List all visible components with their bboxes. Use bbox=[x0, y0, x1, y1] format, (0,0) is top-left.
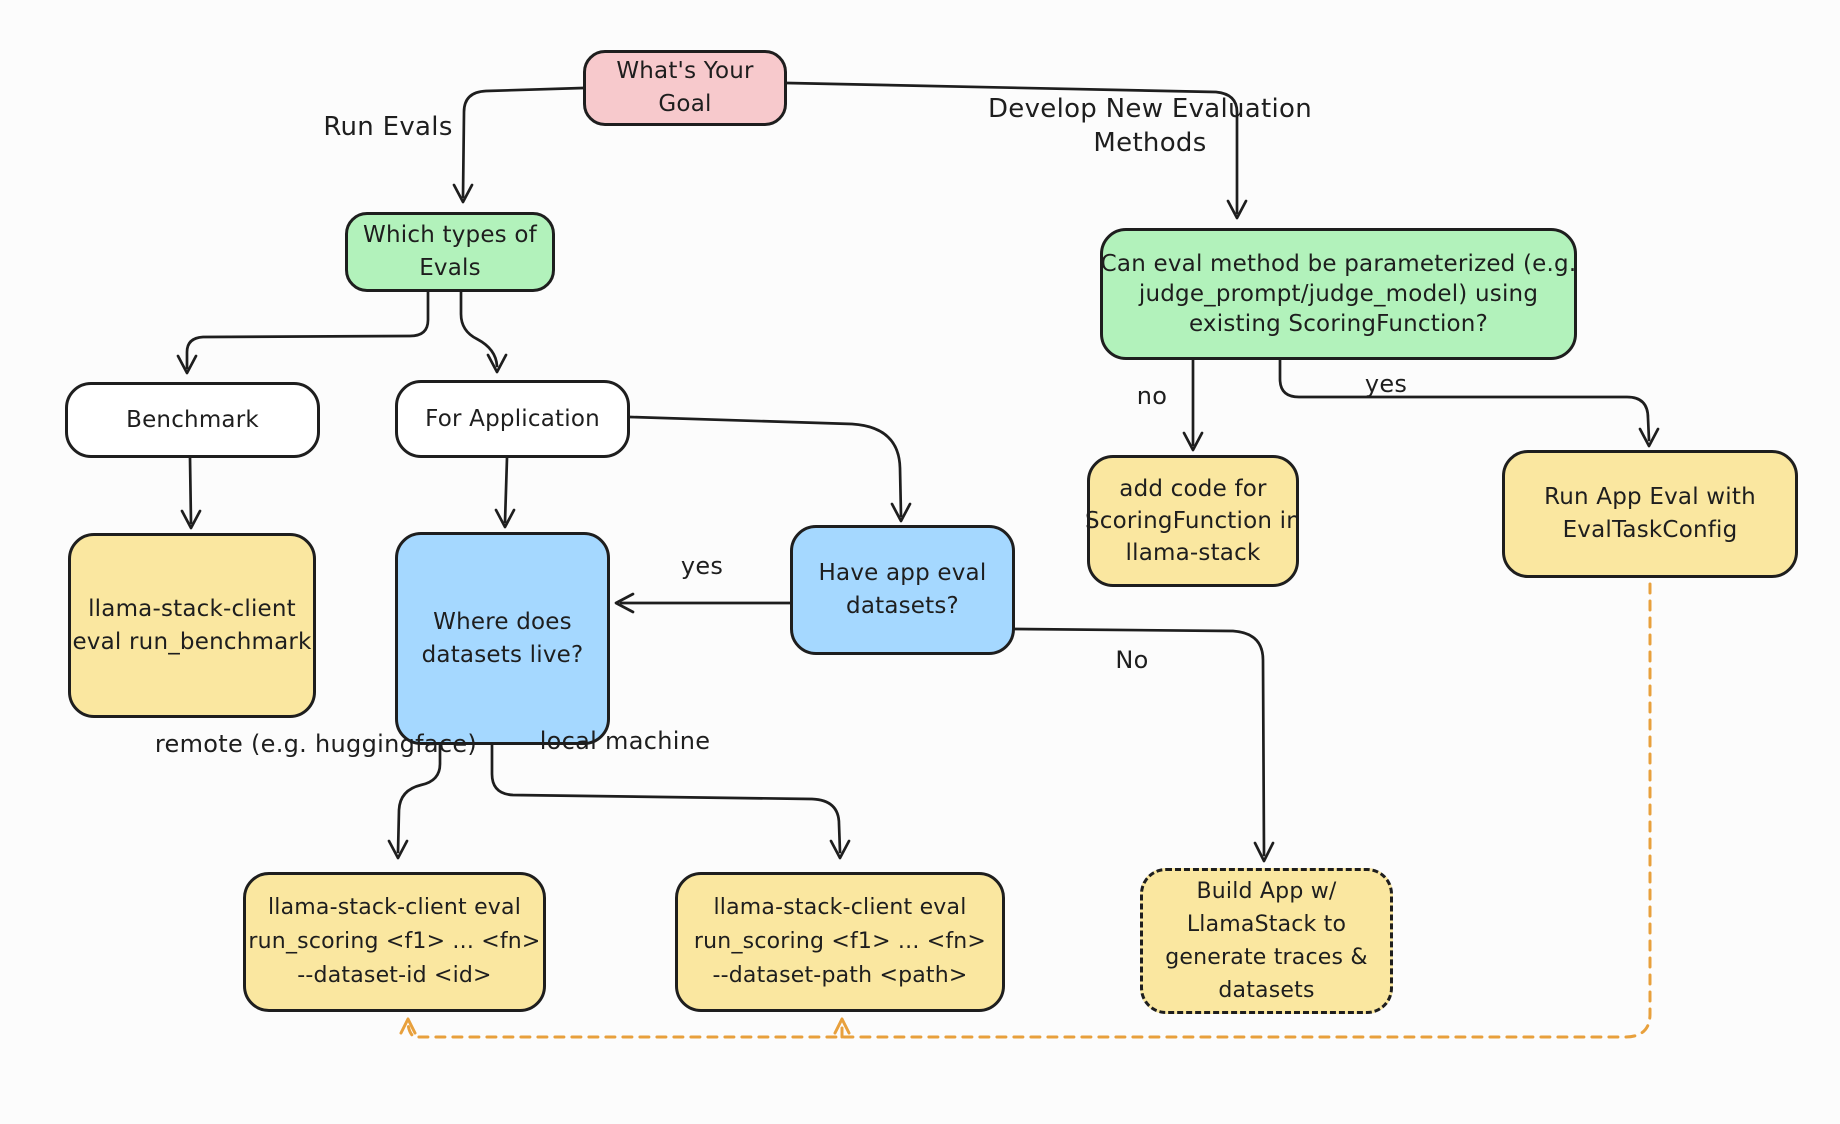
node-add-code-line3: llama-stack bbox=[1125, 540, 1261, 566]
node-can-eval bbox=[1100, 228, 1577, 360]
node-add-code bbox=[1084, 455, 1302, 587]
node-build-app bbox=[1140, 868, 1393, 1014]
edge-whichtypes-forapp bbox=[461, 292, 497, 366]
edge-forapp-havedatasets bbox=[630, 417, 901, 516]
node-goal-line2: Goal bbox=[658, 91, 712, 117]
label-local-machine: local machine bbox=[539, 727, 711, 755]
edge-forapp-wheredatasets bbox=[505, 458, 507, 522]
node-run-scoring-dataset-path bbox=[675, 872, 1005, 1012]
node-goal-line1: What's Your bbox=[616, 58, 754, 84]
edge-benchmark-runbenchmark bbox=[190, 458, 191, 523]
node-run-benchmark-line1: llama-stack-client bbox=[88, 595, 296, 622]
edge-caneval-runappeval bbox=[1280, 358, 1649, 440]
label-no: no bbox=[1136, 382, 1168, 410]
node-run-scoring-dataset-id bbox=[243, 872, 546, 1012]
label-remote: remote (e.g. huggingface) bbox=[154, 730, 478, 758]
node-add-code-line2: ScoringFunction in bbox=[1084, 508, 1302, 534]
node-build-app-line4: datasets bbox=[1218, 978, 1315, 1003]
label-yes-mid: yes bbox=[680, 552, 724, 580]
node-build-app-line2: LlamaStack to bbox=[1186, 912, 1347, 937]
label-no-big: No bbox=[1115, 646, 1149, 674]
node-run-scoring-path-line1: llama-stack-client eval bbox=[713, 895, 967, 920]
node-run-scoring-id-line2: run_scoring <f1> ... <fn> bbox=[248, 929, 541, 954]
node-have-datasets-line1: Have app eval bbox=[818, 560, 987, 586]
edge-whichtypes-benchmark bbox=[187, 292, 428, 368]
label-develop-line1: Develop New Evaluation bbox=[987, 94, 1313, 124]
edge-goal-whichtypes bbox=[463, 88, 583, 197]
node-run-benchmark-line2: eval run_benchmark bbox=[72, 628, 312, 655]
node-for-application bbox=[395, 380, 630, 458]
node-run-app-eval-line1: Run App Eval with bbox=[1544, 484, 1756, 510]
node-run-scoring-id-line3: --dataset-id <id> bbox=[297, 963, 492, 988]
node-run-app-eval-line2: EvalTaskConfig bbox=[1562, 517, 1738, 543]
node-run-scoring-path-line3: --dataset-path <path> bbox=[712, 963, 968, 988]
node-run-benchmark bbox=[68, 533, 316, 718]
node-which-types bbox=[345, 212, 555, 292]
node-run-scoring-id-line1: llama-stack-client eval bbox=[267, 895, 522, 920]
node-where-datasets-line1: Where does bbox=[433, 608, 572, 635]
node-build-app-line1: Build App w/ bbox=[1196, 879, 1337, 904]
node-build-app-line3: generate traces & bbox=[1165, 945, 1368, 970]
node-can-eval-line1: Can eval method be parameterized (e.g. bbox=[1100, 251, 1577, 277]
label-run-evals: Run Evals bbox=[323, 112, 453, 142]
node-have-datasets bbox=[790, 525, 1015, 655]
label-yes-right: yes bbox=[1364, 370, 1408, 398]
node-goal bbox=[583, 50, 787, 126]
node-where-datasets bbox=[395, 532, 610, 745]
node-benchmark bbox=[65, 382, 320, 458]
edge-wheredatasets-runscoringpath bbox=[492, 745, 840, 852]
node-benchmark-line1: Benchmark bbox=[126, 406, 259, 433]
node-can-eval-line3: existing ScoringFunction? bbox=[1188, 311, 1488, 337]
node-run-app-eval bbox=[1502, 450, 1798, 578]
node-where-datasets-line2: datasets live? bbox=[421, 641, 584, 668]
node-have-datasets-line2: datasets? bbox=[846, 593, 959, 619]
node-can-eval-line2: judge_prompt/judge_model) using bbox=[1138, 281, 1539, 307]
node-for-application-line1: For Application bbox=[425, 405, 600, 432]
label-develop-line2: Methods bbox=[1093, 128, 1207, 158]
node-run-scoring-path-line2: run_scoring <f1> ... <fn> bbox=[693, 929, 987, 954]
node-which-types-line1: Which types of bbox=[363, 222, 537, 248]
node-which-types-line2: Evals bbox=[419, 255, 481, 281]
node-add-code-line1: add code for bbox=[1119, 476, 1267, 502]
edge-wheredatasets-runscoringid bbox=[398, 745, 440, 852]
